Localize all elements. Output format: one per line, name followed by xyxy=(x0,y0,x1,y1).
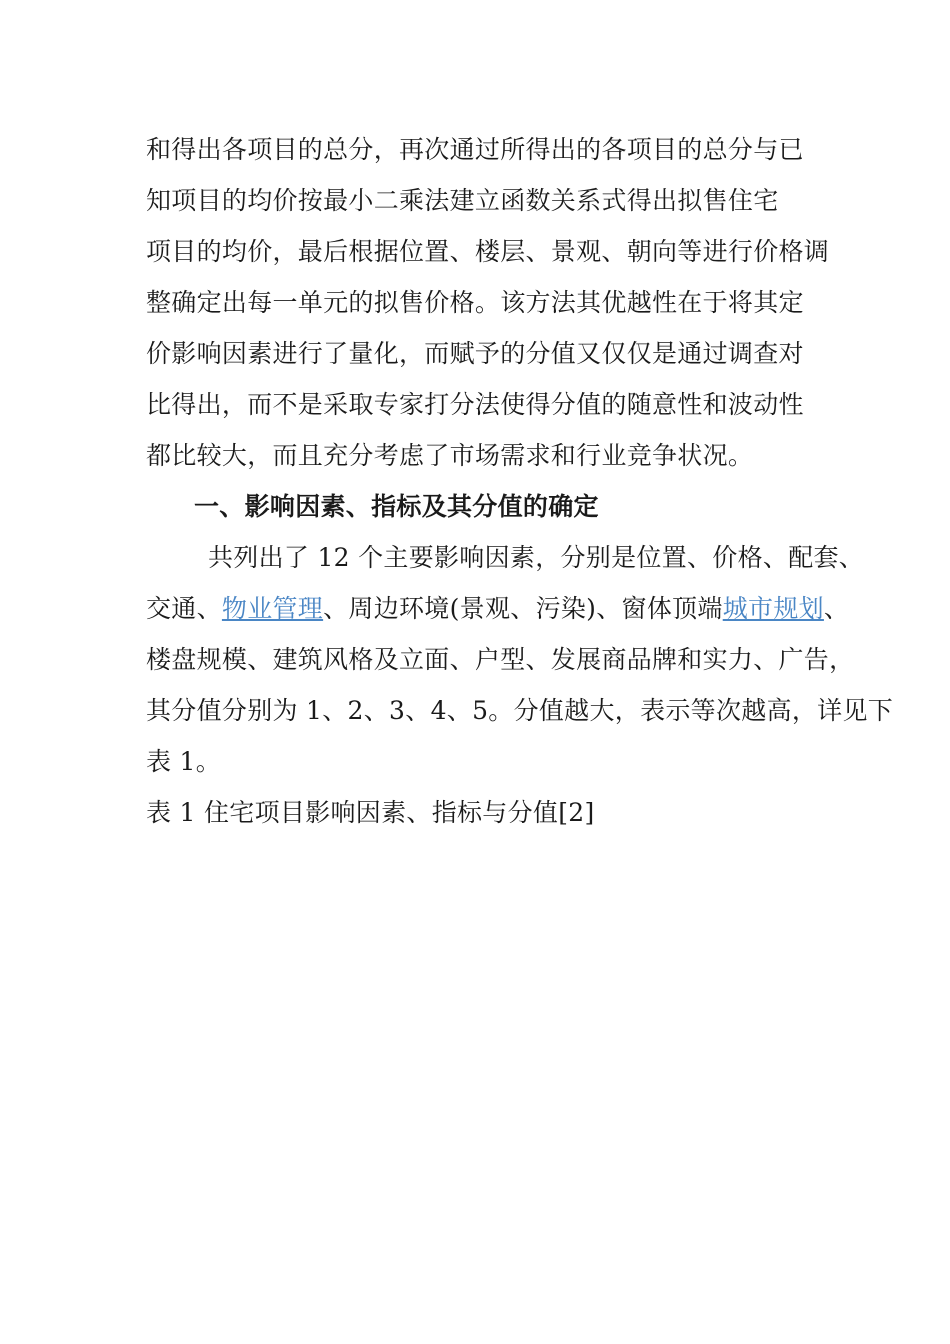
text-span: 、 xyxy=(823,594,850,623)
paragraph-line: 都比较大，而且充分考虑了市场需求和行业竞争状况。 xyxy=(146,441,754,470)
paragraph-line: 比得出，而不是采取专家打分法使得分值的随意性和波动性 xyxy=(146,390,804,419)
paragraph-line: 项目的均价，最后根据位置、楼层、景观、朝向等进行价格调 xyxy=(146,237,830,266)
paragraph-line: 共列出了 12 个主要影响因素，分别是位置、价格、配套、 xyxy=(208,543,865,572)
text-span: 交通、 xyxy=(146,594,222,623)
document-body xyxy=(146,128,894,842)
section-heading: 一、影响因素、指标及其分值的确定 xyxy=(194,492,599,521)
text-span: 、周边环境(景观、污染)、窗体顶端 xyxy=(323,594,723,623)
paragraph-line: 整确定出每一单元的拟售价格。该方法其优越性在于将其定 xyxy=(146,288,804,317)
urban-planning-link[interactable]: 城市规划 xyxy=(722,594,824,623)
paragraph-line: 表 1。 xyxy=(146,747,222,776)
paragraph-line: 和得出各项目的总分，再次通过所得出的各项目的总分与已 xyxy=(146,135,804,164)
paragraph-line: 价影响因素进行了量化，而赋予的分值又仅仅是通过调查对 xyxy=(146,339,804,368)
property-management-link[interactable]: 物业管理 xyxy=(221,594,324,623)
paragraph-line: 其分值分别为 1、2、3、4、5。分值越大，表示等次越高，详见下 xyxy=(146,696,894,725)
paragraph-line xyxy=(146,587,850,638)
paragraph-line: 知项目的均价按最小二乘法建立函数关系式得出拟售住宅 xyxy=(146,186,779,215)
paragraph-line: 楼盘规模、建筑风格及立面、户型、发展商品牌和实力、广告， xyxy=(146,645,855,674)
table-caption: 表 1 住宅项目影响因素、指标与分值[2] xyxy=(146,798,595,827)
